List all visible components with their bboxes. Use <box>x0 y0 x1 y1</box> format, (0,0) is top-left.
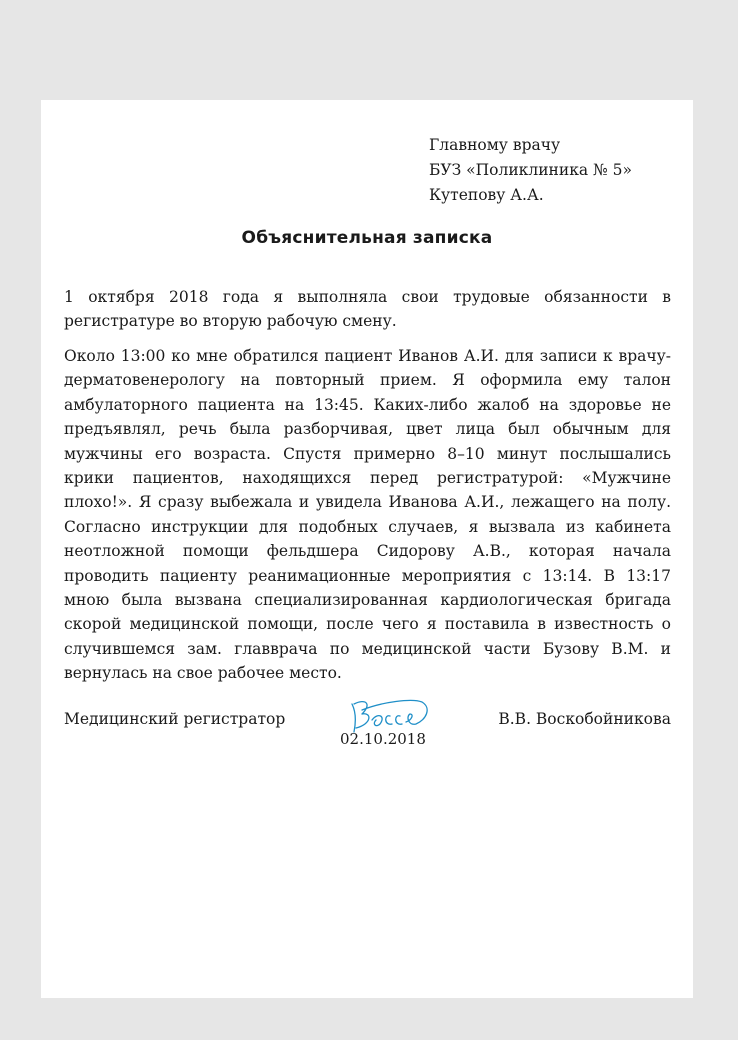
addressee-name: Кутепову А.А. <box>429 186 544 204</box>
paragraph-2: Около 13:00 ко мне обратился пациент Иванов А.И. для записи к врачу-дерматовенерологу на повторный прием. Я оформила ему талон амбулаторного пациента на 13:45. Каких-либо жалоб на здоровье не предъявлял, речь была разборчивая, цвет лица был обычным для мужчины его возраста. Спустя примерно 8–10 минут послышались крики пациентов, находящихся перед регистратурой: «Мужчине плохо!». Я сразу выбежала и увидела Иванова А.И., лежащего на полу. Согласно инструкции для подобных случаев, я вызвала из кабинета неотложной помощи фельдшера Сидорову А.В., которая начала проводить пациенту реанимационные мероприятия с 13:14. В 13:17 мною была вызвана специализированная кардиологическая бригада скорой медицинской помощи, после чего я поставила в известность о случившемся зам. главврача по медицинской части Бузову В.М. и вернулась на свое рабочее место. <box>64 347 671 683</box>
addressee-organization: БУЗ «Поликлиника № 5» <box>429 161 633 179</box>
document-page <box>41 100 693 998</box>
addressee-block <box>429 133 632 208</box>
signature-date: 02.10.2018 <box>340 730 426 748</box>
addressee-position: Главному врачу <box>429 136 561 154</box>
document-title: Объяснительная записка <box>241 228 493 248</box>
signer-role: Медицинский регистратор <box>64 710 286 728</box>
signer-name: В.В. Воскобойникова <box>498 710 671 728</box>
paragraph-1: 1 октября 2018 года я выполняла свои трудовые обязанности в регистратуре во вторую рабочую смену. <box>64 288 671 331</box>
